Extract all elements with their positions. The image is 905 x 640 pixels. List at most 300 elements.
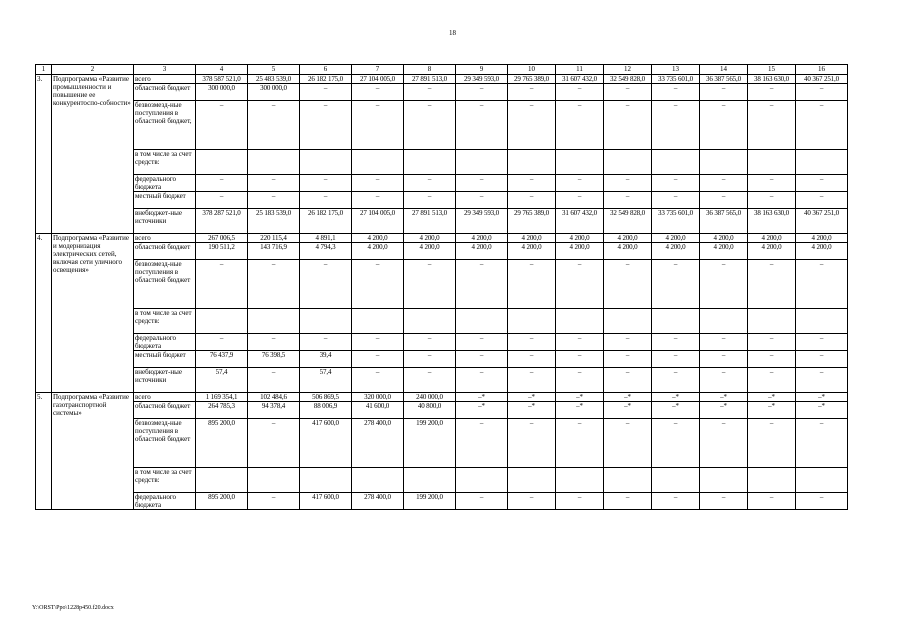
amount-cell: – — [652, 192, 700, 209]
amount-cell: – — [700, 493, 748, 510]
amount-cell — [604, 150, 652, 175]
table-row — [36, 101, 848, 150]
amount-cell: – — [748, 419, 796, 468]
amount-cell: 31 607 432,0 — [556, 75, 604, 84]
amount-cell: – — [796, 84, 848, 101]
table-row — [36, 419, 848, 468]
amount-cell: 264 785,3 — [196, 402, 248, 419]
table-row — [36, 150, 848, 175]
table-row — [36, 309, 848, 334]
amount-cell: 40 367 251,0 — [796, 75, 848, 84]
funding-source: областной бюджет — [134, 402, 196, 419]
amount-cell — [556, 150, 604, 175]
funding-source: в том числе за счет средств: — [134, 150, 196, 175]
column-number: 8 — [404, 65, 456, 75]
amount-cell: – — [748, 84, 796, 101]
amount-cell: – — [456, 175, 508, 192]
amount-cell: – — [508, 260, 556, 309]
funding-source: всего — [134, 393, 196, 402]
amount-cell: – — [196, 260, 248, 309]
amount-cell — [748, 150, 796, 175]
amount-cell: 57,4 — [196, 368, 248, 393]
amount-cell: –* — [508, 402, 556, 419]
amount-cell: – — [404, 101, 456, 150]
amount-cell: 199 200,0 — [404, 493, 456, 510]
amount-cell — [404, 150, 456, 175]
amount-cell: – — [652, 368, 700, 393]
column-number: 9 — [456, 65, 508, 75]
column-number: 11 — [556, 65, 604, 75]
amount-cell: –* — [604, 402, 652, 419]
amount-cell — [404, 468, 456, 493]
amount-cell: 220 115,4 — [248, 234, 300, 243]
amount-cell — [652, 150, 700, 175]
amount-cell: – — [404, 260, 456, 309]
amount-cell: – — [556, 84, 604, 101]
amount-cell: 27 891 513,0 — [404, 209, 456, 234]
amount-cell: – — [604, 192, 652, 209]
amount-cell: – — [352, 84, 404, 101]
amount-cell: – — [700, 368, 748, 393]
amount-cell: 4 200,0 — [456, 243, 508, 260]
amount-cell: – — [700, 101, 748, 150]
amount-cell: 4 200,0 — [404, 234, 456, 243]
amount-cell: – — [456, 260, 508, 309]
amount-cell: – — [604, 351, 652, 368]
column-number: 3 — [134, 65, 196, 75]
column-number: 5 — [248, 65, 300, 75]
amount-cell — [352, 150, 404, 175]
column-number: 2 — [52, 65, 134, 75]
amount-cell: – — [604, 334, 652, 351]
amount-cell: 76 437,9 — [196, 351, 248, 368]
amount-cell: – — [556, 260, 604, 309]
amount-cell: – — [404, 84, 456, 101]
amount-cell: –* — [700, 402, 748, 419]
funding-source: всего — [134, 234, 196, 243]
amount-cell: – — [196, 101, 248, 150]
amount-cell — [248, 468, 300, 493]
subprogram-title: Подпрограмма «Развитие газотранспортной системы» — [52, 393, 134, 510]
column-number: 14 — [700, 65, 748, 75]
funding-source: областной бюджет — [134, 84, 196, 101]
funding-source: безвозмезд-ные поступления в областной бюджет — [134, 419, 196, 468]
amount-cell — [508, 150, 556, 175]
amount-cell: – — [604, 84, 652, 101]
amount-cell: 38 163 630,0 — [748, 75, 796, 84]
amount-cell: – — [456, 84, 508, 101]
amount-cell: 4 200,0 — [404, 243, 456, 260]
column-number: 10 — [508, 65, 556, 75]
budget-table — [35, 64, 848, 510]
amount-cell: 76 398,5 — [248, 351, 300, 368]
amount-cell: –* — [456, 402, 508, 419]
section-index: 3. — [36, 75, 52, 234]
amount-cell: – — [796, 101, 848, 150]
amount-cell — [700, 468, 748, 493]
amount-cell — [796, 309, 848, 334]
amount-cell: – — [248, 368, 300, 393]
amount-cell: 33 735 601,0 — [652, 209, 700, 234]
funding-source: федерального бюджета — [134, 334, 196, 351]
amount-cell: – — [796, 493, 848, 510]
amount-cell: – — [352, 101, 404, 150]
table-row — [36, 402, 848, 419]
amount-cell: – — [700, 351, 748, 368]
funding-source: внебюджет-ные источники — [134, 368, 196, 393]
amount-cell: 39,4 — [300, 351, 352, 368]
amount-cell: – — [404, 334, 456, 351]
amount-cell — [556, 468, 604, 493]
amount-cell: 4 200,0 — [796, 234, 848, 243]
amount-cell: – — [556, 101, 604, 150]
amount-cell: – — [508, 419, 556, 468]
column-number: 16 — [796, 65, 848, 75]
amount-cell: – — [748, 368, 796, 393]
amount-cell: – — [248, 260, 300, 309]
amount-cell — [700, 309, 748, 334]
amount-cell: – — [456, 351, 508, 368]
amount-cell: 29 349 593,0 — [456, 209, 508, 234]
amount-cell: – — [456, 192, 508, 209]
amount-cell: –* — [652, 402, 700, 419]
amount-cell: 300 000,0 — [196, 84, 248, 101]
amount-cell: 29 765 389,0 — [508, 75, 556, 84]
amount-cell: – — [248, 101, 300, 150]
amount-cell — [404, 309, 456, 334]
amount-cell: 190 511,2 — [196, 243, 248, 260]
amount-cell — [604, 309, 652, 334]
amount-cell: – — [652, 334, 700, 351]
amount-cell: 506 869,5 — [300, 393, 352, 402]
amount-cell: 38 163 630,0 — [748, 209, 796, 234]
amount-cell: – — [508, 351, 556, 368]
amount-cell: 4 200,0 — [456, 234, 508, 243]
amount-cell — [604, 468, 652, 493]
amount-cell: – — [508, 192, 556, 209]
amount-cell: 267 006,5 — [196, 234, 248, 243]
amount-cell: 4 200,0 — [556, 234, 604, 243]
amount-cell: –* — [456, 393, 508, 402]
amount-cell: 4 200,0 — [604, 234, 652, 243]
amount-cell: 94 378,4 — [248, 402, 300, 419]
table-row — [36, 75, 848, 84]
amount-cell: – — [508, 368, 556, 393]
amount-cell: – — [248, 493, 300, 510]
amount-cell: – — [300, 334, 352, 351]
amount-cell: – — [404, 192, 456, 209]
amount-cell: – — [352, 351, 404, 368]
table-row — [36, 234, 848, 243]
amount-cell: – — [748, 101, 796, 150]
amount-cell: – — [604, 260, 652, 309]
amount-cell — [508, 309, 556, 334]
amount-cell: – — [700, 419, 748, 468]
table-row — [36, 351, 848, 368]
amount-cell: 27 104 005,0 — [352, 209, 404, 234]
amount-cell: – — [556, 175, 604, 192]
amount-cell: –* — [556, 393, 604, 402]
amount-cell: 40 367 251,0 — [796, 209, 848, 234]
amount-cell: – — [508, 334, 556, 351]
amount-cell: – — [456, 493, 508, 510]
funding-source: федерального бюджета — [134, 493, 196, 510]
amount-cell: 4 200,0 — [352, 234, 404, 243]
amount-cell: 36 387 565,0 — [700, 209, 748, 234]
amount-cell: –* — [796, 393, 848, 402]
amount-cell: 32 549 828,0 — [604, 75, 652, 84]
amount-cell: – — [508, 493, 556, 510]
amount-cell — [352, 309, 404, 334]
amount-cell: – — [796, 192, 848, 209]
amount-cell: – — [556, 368, 604, 393]
amount-cell: – — [652, 101, 700, 150]
amount-cell: – — [352, 175, 404, 192]
funding-source: всего — [134, 75, 196, 84]
amount-cell: 36 387 565,0 — [700, 75, 748, 84]
amount-cell: 4 200,0 — [796, 243, 848, 260]
amount-cell — [508, 468, 556, 493]
amount-cell — [352, 468, 404, 493]
funding-source: местный бюджет — [134, 351, 196, 368]
amount-cell: 4 200,0 — [748, 243, 796, 260]
amount-cell: 33 735 601,0 — [652, 75, 700, 84]
table-row — [36, 175, 848, 192]
amount-cell: 29 349 593,0 — [456, 75, 508, 84]
amount-cell: –* — [796, 402, 848, 419]
amount-cell: – — [196, 175, 248, 192]
amount-cell: – — [700, 192, 748, 209]
amount-cell: 240 000,0 — [404, 393, 456, 402]
amount-cell: – — [404, 368, 456, 393]
amount-cell: –* — [748, 402, 796, 419]
amount-cell: – — [456, 334, 508, 351]
amount-cell: 143 716,9 — [248, 243, 300, 260]
amount-cell: – — [796, 175, 848, 192]
amount-cell: – — [404, 351, 456, 368]
amount-cell: –* — [748, 393, 796, 402]
amount-cell: 278 400,0 — [352, 493, 404, 510]
funding-source: местный бюджет — [134, 192, 196, 209]
amount-cell: 26 182 175,0 — [300, 209, 352, 234]
amount-cell — [248, 309, 300, 334]
amount-cell: 4 200,0 — [700, 243, 748, 260]
amount-cell: 300 000,0 — [248, 84, 300, 101]
amount-cell: – — [300, 192, 352, 209]
amount-cell: – — [352, 192, 404, 209]
amount-cell: 4 200,0 — [700, 234, 748, 243]
amount-cell: – — [748, 260, 796, 309]
amount-cell — [456, 309, 508, 334]
section-index: 5. — [36, 393, 52, 510]
column-number: 15 — [748, 65, 796, 75]
funding-source: федерального бюджета — [134, 175, 196, 192]
amount-cell — [456, 468, 508, 493]
amount-cell — [456, 150, 508, 175]
amount-cell: 102 484,6 — [248, 393, 300, 402]
section-index: 4. — [36, 234, 52, 393]
funding-source: в том числе за счет средств: — [134, 309, 196, 334]
table-row — [36, 493, 848, 510]
amount-cell: 88 006,9 — [300, 402, 352, 419]
subprogram-title: Подпрограмма «Развитие и модернизация электрических сетей, включая сети уличного освещения» — [52, 234, 134, 393]
amount-cell: – — [796, 260, 848, 309]
amount-cell: 4 200,0 — [556, 243, 604, 260]
amount-cell — [196, 468, 248, 493]
amount-cell: – — [248, 334, 300, 351]
amount-cell — [300, 468, 352, 493]
amount-cell: – — [508, 84, 556, 101]
amount-cell: – — [748, 192, 796, 209]
subprogram-title: Подпрограмма «Развитие промышленности и повышение ее конкурентоспо-собности» — [52, 75, 134, 234]
amount-cell: – — [300, 84, 352, 101]
amount-cell: – — [652, 84, 700, 101]
amount-cell: 25 483 539,0 — [248, 75, 300, 84]
amount-cell: – — [456, 368, 508, 393]
amount-cell: 41 600,0 — [352, 402, 404, 419]
amount-cell — [300, 150, 352, 175]
amount-cell: 1 169 354,1 — [196, 393, 248, 402]
amount-cell: – — [604, 419, 652, 468]
amount-cell: – — [796, 351, 848, 368]
amount-cell: – — [556, 351, 604, 368]
amount-cell: 27 104 005,0 — [352, 75, 404, 84]
amount-cell — [796, 468, 848, 493]
file-path-footer: Y:\ORST\Ppo\1228p450.f20.docx — [32, 605, 114, 611]
amount-cell — [652, 309, 700, 334]
amount-cell: – — [248, 419, 300, 468]
funding-source: безвозмезд-ные поступления в областной бюджет, — [134, 101, 196, 150]
amount-cell: – — [556, 192, 604, 209]
column-number: 12 — [604, 65, 652, 75]
amount-cell: – — [556, 419, 604, 468]
amount-cell: – — [796, 368, 848, 393]
page-number: 18 — [449, 29, 456, 37]
column-number: 13 — [652, 65, 700, 75]
amount-cell: – — [404, 175, 456, 192]
amount-cell — [196, 309, 248, 334]
amount-cell: – — [652, 260, 700, 309]
table-row — [36, 84, 848, 101]
amount-cell: 57,4 — [300, 368, 352, 393]
amount-cell: – — [700, 334, 748, 351]
amount-cell: – — [556, 334, 604, 351]
amount-cell: 26 182 175,0 — [300, 75, 352, 84]
amount-cell: 4 200,0 — [508, 243, 556, 260]
amount-cell: – — [652, 351, 700, 368]
amount-cell: – — [700, 175, 748, 192]
table-row — [36, 209, 848, 234]
amount-cell: 4 200,0 — [652, 243, 700, 260]
funding-source: в том числе за счет средств: — [134, 468, 196, 493]
column-number: 6 — [300, 65, 352, 75]
amount-cell: – — [508, 175, 556, 192]
amount-cell: 31 607 432,0 — [556, 209, 604, 234]
amount-cell: – — [796, 419, 848, 468]
funding-source: внебюджет-ные источники — [134, 209, 196, 234]
amount-cell: – — [748, 351, 796, 368]
amount-cell: – — [604, 493, 652, 510]
amount-cell: – — [700, 84, 748, 101]
amount-cell: – — [604, 175, 652, 192]
amount-cell: –* — [652, 393, 700, 402]
amount-cell: 199 200,0 — [404, 419, 456, 468]
amount-cell: – — [700, 260, 748, 309]
amount-cell: – — [300, 260, 352, 309]
amount-cell: – — [196, 192, 248, 209]
amount-cell: –* — [508, 393, 556, 402]
amount-cell — [700, 150, 748, 175]
table-row — [36, 192, 848, 209]
amount-cell: 895 200,0 — [196, 493, 248, 510]
amount-cell: – — [748, 334, 796, 351]
amount-cell: – — [652, 493, 700, 510]
amount-cell: – — [556, 493, 604, 510]
table-row — [36, 334, 848, 351]
amount-cell: – — [604, 101, 652, 150]
amount-cell: – — [456, 101, 508, 150]
amount-cell: 278 400,0 — [352, 419, 404, 468]
amount-cell: 4 200,0 — [352, 243, 404, 260]
amount-cell: – — [456, 419, 508, 468]
amount-cell — [796, 150, 848, 175]
amount-cell: – — [300, 101, 352, 150]
table-row — [36, 468, 848, 493]
funding-source: безвозмезд-ные поступления в областной бюджет — [134, 260, 196, 309]
amount-cell: –* — [700, 393, 748, 402]
amount-cell: 4 200,0 — [604, 243, 652, 260]
amount-cell: 40 800,0 — [404, 402, 456, 419]
amount-cell: 25 183 539,0 — [248, 209, 300, 234]
amount-cell: – — [508, 101, 556, 150]
amount-cell: –* — [604, 393, 652, 402]
amount-cell: 378 587 521,0 — [196, 75, 248, 84]
amount-cell — [748, 468, 796, 493]
amount-cell — [196, 150, 248, 175]
amount-cell: 4 200,0 — [508, 234, 556, 243]
amount-cell: 417 600,0 — [300, 419, 352, 468]
header-row — [36, 65, 848, 75]
amount-cell — [556, 309, 604, 334]
amount-cell: – — [300, 175, 352, 192]
amount-cell: 417 600,0 — [300, 493, 352, 510]
amount-cell: 320 000,0 — [352, 393, 404, 402]
column-number: 7 — [352, 65, 404, 75]
amount-cell: – — [652, 175, 700, 192]
amount-cell: – — [352, 334, 404, 351]
amount-cell: 378 287 521,0 — [196, 209, 248, 234]
amount-cell: 4 200,0 — [748, 234, 796, 243]
amount-cell: 4 200,0 — [652, 234, 700, 243]
amount-cell: – — [352, 260, 404, 309]
amount-cell: – — [652, 419, 700, 468]
amount-cell: – — [352, 368, 404, 393]
table-row — [36, 260, 848, 309]
amount-cell: – — [748, 493, 796, 510]
amount-cell: – — [196, 334, 248, 351]
funding-source: областной бюджет — [134, 243, 196, 260]
amount-cell — [300, 309, 352, 334]
amount-cell: 27 891 513,0 — [404, 75, 456, 84]
amount-cell: – — [748, 175, 796, 192]
amount-cell: –* — [556, 402, 604, 419]
amount-cell: 4 794,3 — [300, 243, 352, 260]
amount-cell: – — [248, 175, 300, 192]
amount-cell: 4 891,1 — [300, 234, 352, 243]
amount-cell: 895 200,0 — [196, 419, 248, 468]
amount-cell — [652, 468, 700, 493]
table-row — [36, 243, 848, 260]
